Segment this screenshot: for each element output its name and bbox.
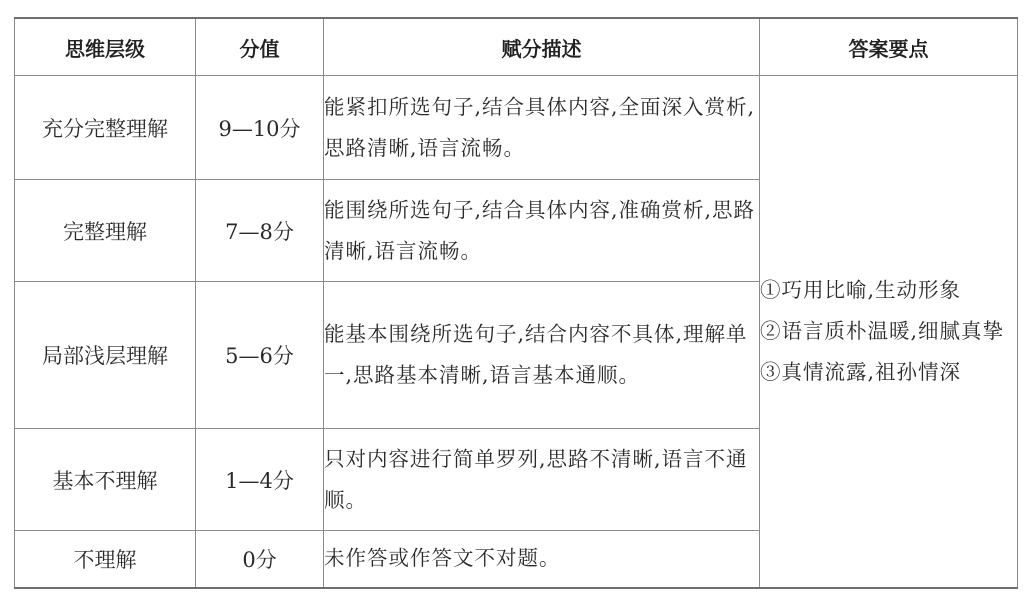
description-cell — [324, 76, 760, 180]
description-cell — [324, 180, 760, 282]
level-cell: 局部浅层理解 — [15, 282, 196, 429]
description-text: 能围绕所选句子,结合具体内容,准确赏析,思路清晰,语言流畅。 — [324, 197, 756, 263]
description-text: 未作答或作答文不对题。 — [324, 546, 561, 571]
table-row — [15, 76, 1018, 180]
score-cell: 0分 — [196, 531, 324, 588]
score-cell: 9—10分 — [196, 76, 324, 180]
answer-point-2: ②语言质朴温暖,细腻真挚 — [760, 318, 1005, 343]
level-cell: 基本不理解 — [15, 429, 196, 531]
header-answer-points: 答案要点 — [760, 18, 1018, 76]
scoring-rubric-table — [14, 17, 1018, 589]
description-cell — [324, 531, 760, 588]
level-cell: 充分完整理解 — [15, 76, 196, 180]
header-row — [15, 18, 1018, 76]
answer-point-1: ①巧用比喻,生动形象 — [760, 277, 962, 302]
header-level: 思维层级 — [15, 18, 196, 76]
header-score: 分值 — [196, 18, 324, 76]
description-cell — [324, 282, 760, 429]
level-cell: 完整理解 — [15, 180, 196, 282]
description-text: 能基本围绕所选句子,结合内容不具体,理解单一,思路基本清晰,语言基本通顺。 — [324, 322, 748, 387]
description-cell — [324, 429, 760, 531]
score-cell: 7—8分 — [196, 180, 324, 282]
score-cell: 5—6分 — [196, 282, 324, 429]
description-text: 能紧扣所选句子,结合具体内容,全面深入赏析,思路清晰,语言流畅。 — [324, 94, 756, 160]
header-description: 赋分描述 — [324, 18, 760, 76]
answer-points-cell — [760, 76, 1018, 588]
description-text: 只对内容进行简单罗列,思路不清晰,语言不通顺。 — [324, 446, 748, 512]
answer-point-3: ③真情流露,祖孙情深 — [760, 359, 962, 384]
score-cell: 1—4分 — [196, 429, 324, 531]
level-cell: 不理解 — [15, 531, 196, 588]
